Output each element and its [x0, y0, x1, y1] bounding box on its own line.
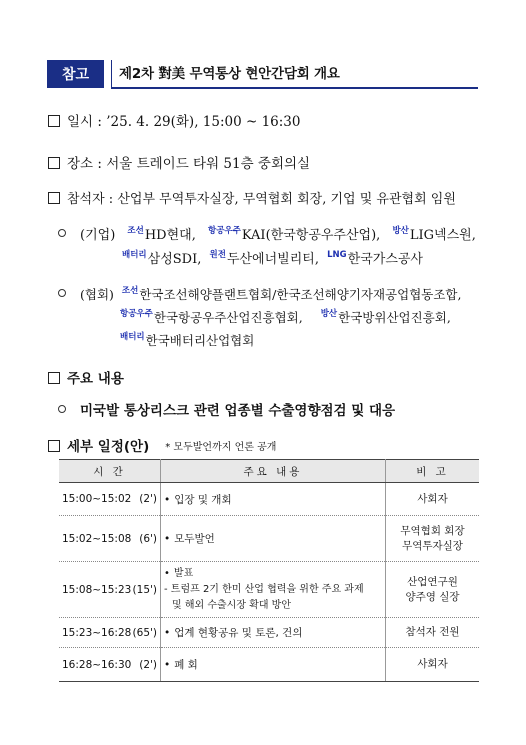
content-cell — [161, 648, 386, 682]
companies-line-1 — [58, 224, 476, 243]
company-name: KAI(한국항공우주산업), — [241, 228, 381, 243]
note-cell — [386, 648, 480, 682]
time-range: 16:28~16:30 — [62, 658, 132, 671]
content-cell — [161, 618, 386, 648]
associations-line-2 — [120, 307, 451, 326]
bullet-icon: • — [164, 533, 171, 545]
table-row — [59, 648, 479, 682]
note-text: 양주영 실장 — [405, 590, 460, 603]
content-text: 입장 및 개회 — [174, 493, 232, 506]
time-cell — [59, 618, 161, 648]
time-range: 15:23~16:28 — [62, 626, 132, 639]
association-name: 한국조선해양플랜트협회/한국조선해양기자재공업협동조합, — [139, 287, 462, 302]
companies-label: (기업) — [80, 228, 116, 243]
checkbox-icon — [48, 372, 60, 384]
industry-tag: LNG — [327, 250, 347, 260]
main-content-item — [58, 399, 395, 419]
industry-tag: 조선 — [121, 286, 139, 296]
content-text: 모두발언 — [174, 533, 215, 545]
note-cell — [386, 483, 480, 516]
note-text: 사회자 — [417, 492, 448, 505]
associations-line-1 — [58, 284, 461, 303]
time-cell — [59, 562, 161, 618]
association-name: 한국항공우주산업진흥협회, — [153, 310, 303, 325]
company-name: HD현대, — [144, 228, 196, 243]
item-text: 미국발 통상리스크 관련 업종별 수출영향점검 및 대응 — [80, 403, 396, 419]
association-name: 한국배터리산업협회 — [145, 333, 255, 348]
checkbox-icon — [48, 440, 60, 452]
header-divider — [111, 60, 112, 88]
content-text: 폐 회 — [174, 659, 198, 671]
duration: (15') — [132, 583, 157, 596]
heading-text: 세부 일정(안) — [67, 439, 150, 455]
header-underline — [111, 87, 478, 89]
duration: (2') — [139, 658, 157, 671]
bullet-circle-icon — [58, 229, 66, 237]
companies-line-2 — [122, 248, 423, 267]
section-header — [47, 60, 478, 88]
industry-tag: 조선 — [127, 226, 144, 236]
place-line — [48, 152, 310, 172]
company-name: LIG넥스원, — [409, 228, 476, 243]
content-text: 발표 — [173, 567, 194, 579]
industry-tag: 배터리 — [122, 250, 147, 260]
bullet-circle-icon — [58, 405, 66, 413]
table-row — [59, 483, 479, 516]
bullet-icon: • — [164, 567, 170, 579]
page-title: 제2차 對美 무역통상 현안간담회 개요 — [119, 66, 340, 82]
heading-text: 주요 내용 — [67, 371, 124, 387]
table-row — [59, 562, 479, 618]
content-cell — [161, 516, 386, 562]
note-cell — [386, 516, 480, 562]
time-range: 15:00~15:02 — [62, 493, 132, 505]
association-name: 한국방위산업진흥회, — [338, 310, 451, 325]
checkbox-icon — [48, 192, 60, 204]
bullet-circle-icon — [58, 289, 66, 297]
schedule-table — [59, 459, 479, 682]
time-cell — [59, 516, 161, 562]
note-text: 참석자 전원 — [405, 626, 460, 638]
bullet-icon: • — [164, 627, 171, 639]
associations-line-3 — [120, 330, 254, 349]
column-header-content: 주요 내용 — [161, 460, 386, 483]
time-range: 15:02~15:08 — [62, 532, 132, 545]
checkbox-icon — [48, 157, 60, 169]
duration: (6') — [139, 532, 157, 545]
press-note: * 모두발언까지 언론 공개 — [165, 442, 277, 453]
company-name: 두산에너빌리티, — [226, 252, 319, 267]
attendees-line — [48, 188, 456, 207]
industry-tag: 항공우주 — [120, 309, 153, 319]
duration: (65') — [132, 626, 157, 639]
time-cell — [59, 483, 161, 516]
industry-tag: 배터리 — [120, 332, 145, 342]
column-header-note: 비 고 — [386, 460, 480, 483]
attendees-value: 산업부 무역투자실장, 무역협회 회장, 기업 및 유관협회 임원 — [117, 192, 456, 207]
bullet-icon: • — [164, 659, 171, 671]
time-range: 15:08~15:23 — [62, 583, 132, 596]
place-label: 장소 : — [67, 156, 102, 172]
associations-label: (협회) — [80, 287, 114, 302]
content-subtext: 및 해외 수출시장 확대 방안 — [172, 599, 291, 611]
time-cell — [59, 648, 161, 682]
main-content-heading — [48, 367, 124, 387]
duration: (2') — [139, 493, 157, 505]
content-text: 업계 현황공유 및 토론, 건의 — [174, 627, 303, 639]
table-header-row — [59, 460, 479, 483]
place-value: 서울 트레이드 타워 51층 중회의실 — [106, 156, 311, 172]
industry-tag: 원전 — [209, 250, 226, 260]
note-cell — [386, 618, 480, 648]
note-text: 사회자 — [417, 658, 448, 670]
date-line — [48, 110, 300, 130]
note-text: 산업연구원 — [407, 575, 458, 588]
checkbox-icon — [48, 115, 60, 127]
industry-tag: 항공우주 — [208, 226, 241, 236]
content-cell — [161, 483, 386, 516]
table-row — [59, 516, 479, 562]
note-text: 무역협회 회장 — [400, 524, 465, 537]
table-row — [59, 618, 479, 648]
reference-tag: 참고 — [47, 60, 104, 88]
column-header-time: 시 간 — [59, 460, 161, 483]
schedule-heading — [48, 435, 276, 455]
content-cell — [161, 562, 386, 618]
note-text: 무역투자실장 — [402, 539, 463, 552]
company-name: 삼성SDI, — [147, 252, 202, 267]
industry-tag: 방산 — [392, 226, 409, 236]
industry-tag: 방산 — [320, 309, 338, 319]
date-label: 일시 : — [67, 114, 102, 130]
note-cell — [386, 562, 480, 618]
attendees-label: 참석자 : — [67, 192, 114, 207]
company-name: 한국가스공사 — [347, 252, 423, 267]
bullet-icon: • — [164, 493, 171, 506]
date-value: ’25. 4. 29(화), 15:00 ~ 16:30 — [106, 114, 301, 130]
content-subtext: - 트럼프 2기 한미 산업 협력을 위한 주요 과제 — [164, 583, 364, 595]
